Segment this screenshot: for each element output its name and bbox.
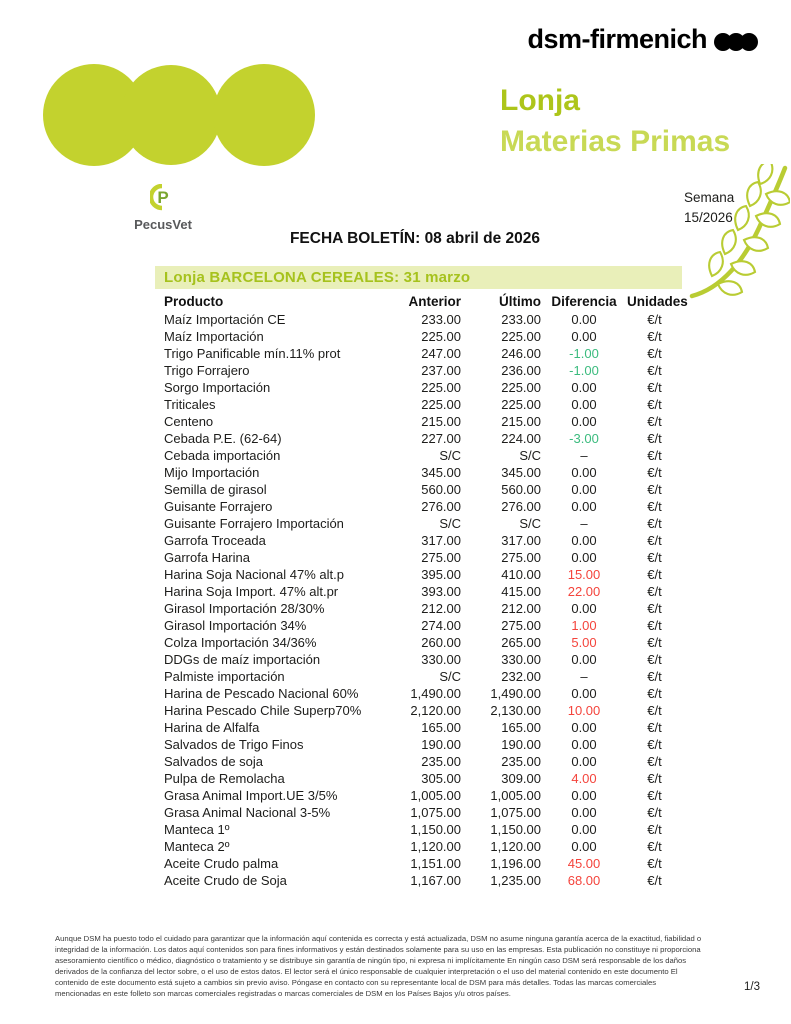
- cell-diferencia: 0.00: [571, 737, 597, 752]
- cell-ultimo: 246.00: [501, 346, 541, 361]
- cell-anterior: 1,005.00: [410, 788, 461, 803]
- cell-ultimo: 232.00: [501, 669, 541, 684]
- cell-ultimo: 236.00: [501, 363, 541, 378]
- cell-anterior: 237.00: [421, 363, 461, 378]
- cell-diferencia: 0.00: [571, 686, 597, 701]
- table-row: [155, 872, 682, 889]
- cell-ultimo: 212.00: [501, 601, 541, 616]
- cell-unidades: €/t: [647, 601, 662, 616]
- cell-unidades: €/t: [647, 380, 662, 395]
- cell-diferencia: 0.00: [571, 601, 597, 616]
- table-row: [155, 413, 682, 430]
- cell-diferencia: 0.00: [571, 465, 597, 480]
- cell-unidades: €/t: [647, 431, 662, 446]
- table-row: [155, 719, 682, 736]
- section-title: Lonja BARCELONA CEREALES: 31 marzo: [164, 269, 471, 286]
- cell-anterior: 317.00: [421, 533, 461, 548]
- cell-anterior: S/C: [439, 516, 461, 531]
- cell-unidades: €/t: [647, 550, 662, 565]
- cell-producto: Harina de Pescado Nacional 60%: [164, 686, 359, 701]
- cell-unidades: €/t: [647, 618, 662, 633]
- cell-unidades: €/t: [647, 805, 662, 820]
- cell-ultimo: 560.00: [501, 482, 541, 497]
- cell-ultimo: 225.00: [501, 329, 541, 344]
- cell-ultimo: 215.00: [501, 414, 541, 429]
- cell-diferencia: 45.00: [567, 856, 601, 871]
- cell-producto: Harina Pescado Chile Superp70%: [164, 703, 362, 718]
- table-row: [155, 430, 682, 447]
- cell-ultimo: 415.00: [501, 584, 541, 599]
- cell-diferencia: 0.00: [571, 788, 597, 803]
- cell-anterior: 276.00: [421, 499, 461, 514]
- table-row: [155, 821, 682, 838]
- disclaimer-text: Aunque DSM ha puesto todo el cuidado para garantizar que la información aquí contenida es correcta y está actualizada, DSM no asume ninguna garantía acerca de la exactitud, fiabilidad o integridad de la información. Los datos aquí contenidos son para fines informativos y están destinados solamente para su uso en las empresas. Esta publicación no constituye ni proporciona asesoramiento científico o médico, diagnóstico o tratamiento y se distribuye sin garantía de ningún tipo, ni expresa ni implícitamente En ningún caso DSM será responsable de los daños derivados de la confianza del lector sobre, o el uso de estos datos. El lector será el único responsable de cualquier interpretación o el uso del material contenido en este documento El contenido de este documento está sujeto a cambios sin previo aviso. Póngase en contacto con su representante local de DSM para más detalles. Todas las marcas comerciales mencionadas en este folleto son marcas comerciales registradas o marcas comerciales de DSM en los Países Bajos y/u otros países.: [55, 934, 702, 998]
- cell-anterior: S/C: [439, 448, 461, 463]
- cell-diferencia: -3.00: [569, 431, 599, 446]
- cell-anterior: 247.00: [421, 346, 461, 361]
- col-header-producto: Producto: [164, 294, 224, 309]
- cell-producto: Aceite Crudo de Soja: [164, 873, 287, 888]
- cell-unidades: €/t: [647, 754, 662, 769]
- cell-producto: Garrofa Troceada: [164, 533, 266, 548]
- cell-ultimo: 1,196.00: [490, 856, 541, 871]
- cell-unidades: €/t: [647, 737, 662, 752]
- table-row: [155, 481, 682, 498]
- cell-unidades: €/t: [647, 822, 662, 837]
- dsm-firmenich-logo-text: dsm-firmenich: [527, 24, 707, 54]
- cell-anterior: 1,167.00: [410, 873, 461, 888]
- table-row: [155, 345, 682, 362]
- cell-ultimo: 275.00: [501, 550, 541, 565]
- pecusvet-label: PecusVet: [134, 217, 192, 232]
- table-row: [155, 447, 682, 464]
- cell-anterior: 1,150.00: [410, 822, 461, 837]
- table-row: [155, 549, 682, 566]
- cell-producto: Semilla de girasol: [164, 482, 267, 497]
- cell-ultimo: 265.00: [501, 635, 541, 650]
- table-row: [155, 311, 682, 328]
- cell-producto: Guisante Forrajero Importación: [164, 516, 344, 531]
- table-row: [155, 702, 682, 719]
- col-header-unidades: Unidades: [627, 294, 688, 309]
- cell-producto: Triticales: [164, 397, 216, 412]
- cell-producto: Cebada P.E. (62-64): [164, 431, 282, 446]
- cell-unidades: €/t: [647, 686, 662, 701]
- cell-diferencia: 4.00: [571, 771, 597, 786]
- cell-producto: Guisante Forrajero: [164, 499, 273, 514]
- cell-ultimo: 233.00: [501, 312, 541, 327]
- cell-producto: Grasa Animal Nacional 3-5%: [164, 805, 331, 820]
- pecusvet-logo: [128, 184, 198, 232]
- cell-unidades: €/t: [647, 346, 662, 361]
- table-row: [155, 583, 682, 600]
- cell-producto: Harina Soja Import. 47% alt.pr: [164, 584, 339, 599]
- cell-ultimo: 190.00: [501, 737, 541, 752]
- cell-anterior: 165.00: [421, 720, 461, 735]
- cell-unidades: €/t: [647, 703, 662, 718]
- cell-unidades: €/t: [647, 720, 662, 735]
- table-row: [155, 753, 682, 770]
- cell-anterior: 235.00: [421, 754, 461, 769]
- cell-diferencia: 0.00: [571, 414, 597, 429]
- week-value: 15/2026: [684, 210, 733, 225]
- cell-producto: Harina Soja Nacional 47% alt.p: [164, 567, 344, 582]
- dsm-firmenich-logo: [527, 24, 759, 55]
- cell-anterior: 393.00: [421, 584, 461, 599]
- table-row: [155, 651, 682, 668]
- cell-unidades: €/t: [647, 448, 662, 463]
- cell-diferencia: 0.00: [571, 839, 597, 854]
- cell-anterior: 1,075.00: [410, 805, 461, 820]
- cell-anterior: 275.00: [421, 550, 461, 565]
- cell-unidades: €/t: [647, 499, 662, 514]
- cell-unidades: €/t: [647, 329, 662, 344]
- cell-producto: Maíz Importación CE: [164, 312, 286, 327]
- col-header-ultimo: Último: [499, 294, 541, 309]
- cell-anterior: 225.00: [421, 329, 461, 344]
- cell-ultimo: 165.00: [501, 720, 541, 735]
- table-row: [155, 668, 682, 685]
- cell-producto: Maíz Importación: [164, 329, 264, 344]
- cell-anterior: 345.00: [421, 465, 461, 480]
- cell-diferencia: -1.00: [569, 363, 599, 378]
- cell-diferencia: 0.00: [571, 482, 597, 497]
- cell-unidades: €/t: [647, 533, 662, 548]
- table-row: [155, 787, 682, 804]
- cell-producto: Salvados de soja: [164, 754, 264, 769]
- cell-diferencia: 0.00: [571, 397, 597, 412]
- cell-anterior: 560.00: [421, 482, 461, 497]
- cell-producto: Girasol Importación 28/30%: [164, 601, 325, 616]
- cell-ultimo: 1,120.00: [490, 839, 541, 854]
- cell-producto: Colza Importación 34/36%: [164, 635, 317, 650]
- cell-ultimo: 317.00: [501, 533, 541, 548]
- cell-producto: Salvados de Trigo Finos: [164, 737, 304, 752]
- cell-unidades: €/t: [647, 312, 662, 327]
- cell-producto: Trigo Panificable mín.11% prot: [164, 346, 341, 361]
- cell-anterior: 274.00: [421, 618, 461, 633]
- cell-ultimo: 410.00: [501, 567, 541, 582]
- cell-anterior: 225.00: [421, 380, 461, 395]
- cell-anterior: 2,120.00: [410, 703, 461, 718]
- cell-ultimo: 345.00: [501, 465, 541, 480]
- cell-unidades: €/t: [647, 397, 662, 412]
- cell-ultimo: 235.00: [501, 754, 541, 769]
- cell-anterior: 260.00: [421, 635, 461, 650]
- document-title-line1: Lonja: [500, 84, 580, 117]
- cell-producto: Manteca 1º: [164, 822, 230, 837]
- table-row: [155, 566, 682, 583]
- cell-ultimo: 225.00: [501, 380, 541, 395]
- cell-producto: Aceite Crudo palma: [164, 856, 279, 871]
- week-label: Semana: [684, 190, 735, 205]
- cell-diferencia: 0.00: [571, 652, 597, 667]
- table-row: [155, 855, 682, 872]
- cell-anterior: 227.00: [421, 431, 461, 446]
- cell-ultimo: 330.00: [501, 652, 541, 667]
- cell-producto: Palmiste importación: [164, 669, 285, 684]
- table-row: [155, 770, 682, 787]
- cell-producto: Cebada importación: [164, 448, 281, 463]
- cell-anterior: 305.00: [421, 771, 461, 786]
- table-row: [155, 600, 682, 617]
- cell-diferencia: –: [580, 669, 588, 684]
- cell-diferencia: –: [580, 516, 588, 531]
- cell-producto: Garrofa Harina: [164, 550, 250, 565]
- cell-unidades: €/t: [647, 873, 662, 888]
- lime-circles-graphic: [43, 63, 315, 167]
- cell-anterior: 1,151.00: [410, 856, 461, 871]
- cell-ultimo: S/C: [519, 448, 541, 463]
- col-header-diferencia: Diferencia: [551, 294, 617, 309]
- cell-anterior: 395.00: [421, 567, 461, 582]
- section-header-bar: [155, 266, 682, 289]
- cell-anterior: 190.00: [421, 737, 461, 752]
- cell-ultimo: 225.00: [501, 397, 541, 412]
- bulletin-date: FECHA BOLETÍN: 08 abril de 2026: [289, 230, 541, 247]
- svg-text:P: P: [157, 188, 169, 207]
- cell-anterior: 233.00: [421, 312, 461, 327]
- cell-anterior: 1,490.00: [410, 686, 461, 701]
- cell-diferencia: 22.00: [567, 584, 601, 599]
- cell-anterior: 1,120.00: [410, 839, 461, 854]
- cell-ultimo: S/C: [519, 516, 541, 531]
- table-row: [155, 362, 682, 379]
- cell-diferencia: -1.00: [569, 346, 599, 361]
- dsm-three-dots-icon: [713, 27, 759, 53]
- cell-unidades: €/t: [647, 839, 662, 854]
- cell-producto: Manteca 2º: [164, 839, 230, 854]
- cell-ultimo: 1,150.00: [490, 822, 541, 837]
- cell-unidades: €/t: [647, 516, 662, 531]
- cell-unidades: €/t: [647, 669, 662, 684]
- document-title: [500, 80, 730, 162]
- table-row: [155, 515, 682, 532]
- cell-unidades: €/t: [647, 771, 662, 786]
- cell-diferencia: 0.00: [571, 312, 597, 327]
- cell-ultimo: 2,130.00: [490, 703, 541, 718]
- cell-producto: DDGs de maíz importación: [164, 652, 321, 667]
- cell-unidades: €/t: [647, 788, 662, 803]
- page-number: 1/3: [744, 981, 760, 993]
- cell-ultimo: 1,005.00: [490, 788, 541, 803]
- cell-ultimo: 224.00: [501, 431, 541, 446]
- cell-unidades: €/t: [647, 414, 662, 429]
- cell-producto: Pulpa de Remolacha: [164, 771, 285, 786]
- cell-diferencia: 0.00: [571, 550, 597, 565]
- cell-ultimo: 276.00: [501, 499, 541, 514]
- cell-producto: Mijo Importación: [164, 465, 260, 480]
- wheat-branch-icon: [688, 164, 790, 302]
- cell-ultimo: 275.00: [501, 618, 541, 633]
- table-row: [155, 464, 682, 481]
- table-row: [155, 498, 682, 515]
- table-row: [155, 617, 682, 634]
- table-row: [155, 685, 682, 702]
- cell-producto: Harina de Alfalfa: [164, 720, 260, 735]
- table-row: [155, 532, 682, 549]
- cell-unidades: €/t: [647, 652, 662, 667]
- cell-producto: Trigo Forrajero: [164, 363, 250, 378]
- table-row: [155, 838, 682, 855]
- pecusvet-p-icon: [150, 184, 176, 211]
- cell-diferencia: 0.00: [571, 499, 597, 514]
- cell-diferencia: 0.00: [571, 805, 597, 820]
- table-row: [155, 379, 682, 396]
- cell-unidades: €/t: [647, 363, 662, 378]
- cell-anterior: 330.00: [421, 652, 461, 667]
- table-row: [155, 634, 682, 651]
- cell-anterior: 212.00: [421, 601, 461, 616]
- cell-unidades: €/t: [647, 567, 662, 582]
- cell-diferencia: 0.00: [571, 720, 597, 735]
- cell-unidades: €/t: [647, 635, 662, 650]
- cell-diferencia: 10.00: [567, 703, 601, 718]
- col-header-anterior: Anterior: [408, 294, 461, 309]
- cell-diferencia: 5.00: [571, 635, 597, 650]
- cell-anterior: S/C: [439, 669, 461, 684]
- cell-producto: Centeno: [164, 414, 214, 429]
- cell-ultimo: 1,075.00: [490, 805, 541, 820]
- table-row: [155, 804, 682, 821]
- document-title-line2: Materias Primas: [500, 125, 731, 158]
- table-row: [155, 736, 682, 753]
- cell-unidades: €/t: [647, 584, 662, 599]
- cell-producto: Sorgo Importación: [164, 380, 271, 395]
- cell-unidades: €/t: [647, 482, 662, 497]
- cell-ultimo: 1,235.00: [490, 873, 541, 888]
- cell-diferencia: 0.00: [571, 822, 597, 837]
- cell-diferencia: 0.00: [571, 754, 597, 769]
- cell-diferencia: –: [580, 448, 588, 463]
- table-row: [155, 328, 682, 345]
- price-table: [155, 292, 688, 889]
- cell-producto: Girasol Importación 34%: [164, 618, 307, 633]
- cell-unidades: €/t: [647, 465, 662, 480]
- cell-unidades: €/t: [647, 856, 662, 871]
- table-header-row: [155, 292, 682, 311]
- cell-diferencia: 68.00: [567, 873, 601, 888]
- cell-diferencia: 0.00: [571, 329, 597, 344]
- table-row: [155, 396, 682, 413]
- cell-anterior: 215.00: [421, 414, 461, 429]
- cell-diferencia: 1.00: [571, 618, 597, 633]
- cell-diferencia: 0.00: [571, 380, 597, 395]
- cell-diferencia: 0.00: [571, 533, 597, 548]
- cell-diferencia: 15.00: [567, 567, 601, 582]
- cell-producto: Grasa Animal Import.UE 3/5%: [164, 788, 338, 803]
- cell-ultimo: 1,490.00: [490, 686, 541, 701]
- cell-anterior: 225.00: [421, 397, 461, 412]
- cell-ultimo: 309.00: [501, 771, 541, 786]
